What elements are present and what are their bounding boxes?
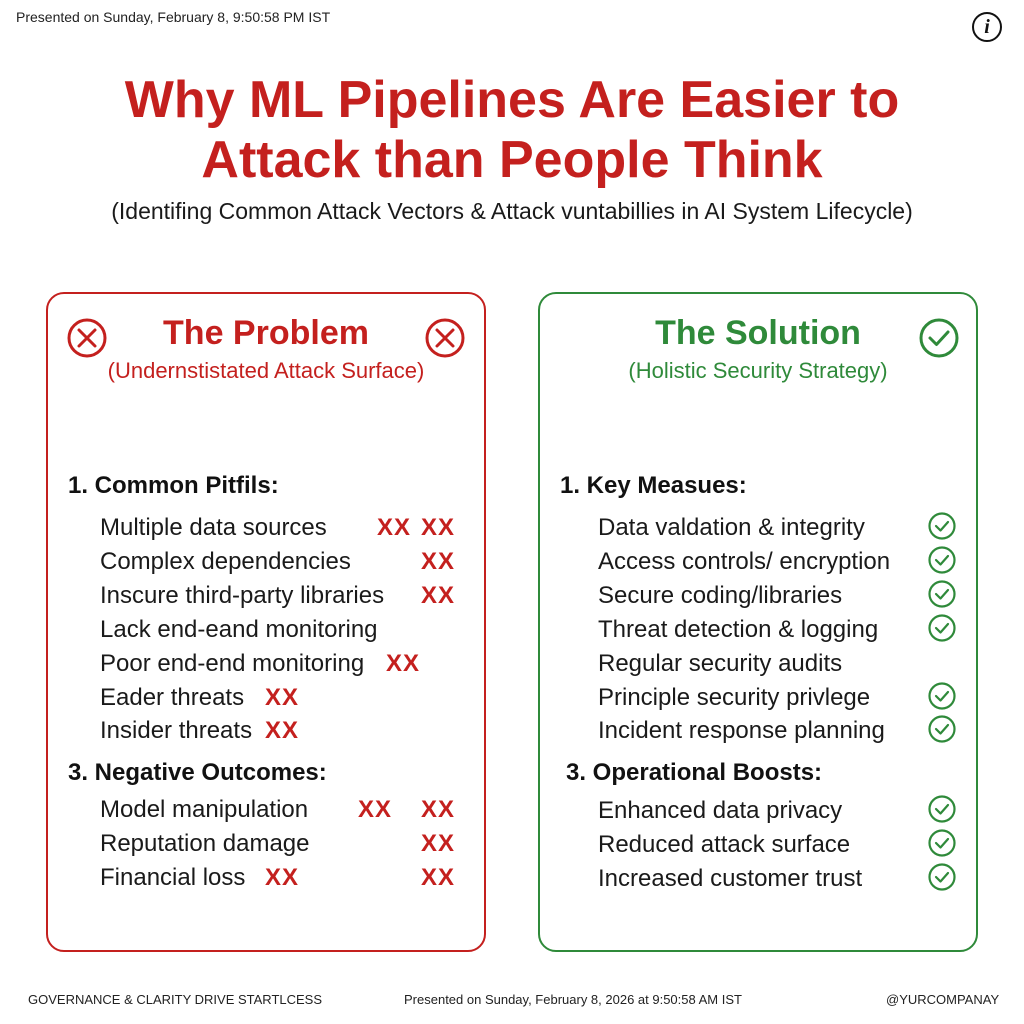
boost-item: Increased customer trust xyxy=(598,865,863,892)
xx-mark: XX xyxy=(421,514,456,541)
pitfall-item: Poor end-end monitoring xyxy=(100,650,365,677)
page-title xyxy=(0,70,1024,190)
pitfall-item: Lack end-eand monitoring xyxy=(100,616,378,643)
footer-handle: @YURCOMPANAY xyxy=(886,992,1000,1007)
info-icon[interactable]: i xyxy=(972,12,1002,42)
measure-item: Regular security audits xyxy=(598,650,843,677)
pitfall-item: Insider threats xyxy=(100,717,253,744)
footer-tagline: GOVERNANCE & CLARITY DRIVE STARTLCESS xyxy=(28,992,323,1007)
check-circle-icon xyxy=(918,317,960,359)
solution-subtitle: (Holistic Security Strategy) xyxy=(628,358,888,383)
xx-mark: XX xyxy=(421,864,456,891)
check-circle-icon xyxy=(927,828,957,858)
page-subtitle: (Identifing Common Attack Vectors & Attack vuntabillies in AI System Lifecycle) xyxy=(111,198,913,224)
measure-item: Incident response planning xyxy=(598,717,885,744)
negative-outcomes-heading: 3. Negative Outcomes: xyxy=(68,759,327,786)
footer-timestamp: Presented on Sunday, February 8, 2026 at 9:50:58 AM IST xyxy=(404,992,742,1007)
pitfall-item: Inscure third-party libraries xyxy=(100,582,385,609)
problem-subtitle: (Undernstistated Attack Surface) xyxy=(107,358,425,383)
solution-title: The Solution xyxy=(655,314,861,352)
check-circle-icon xyxy=(927,579,957,609)
xx-mark: XX xyxy=(421,548,456,575)
boost-item: Enhanced data privacy xyxy=(598,797,843,824)
measure-item: Secure coding/libraries xyxy=(598,582,843,609)
measure-item: Principle security privlege xyxy=(598,684,871,711)
title-line-1: Why ML Pipelines Are Easier to xyxy=(124,71,900,129)
xx-mark: XX xyxy=(265,717,300,744)
check-circle-icon xyxy=(927,862,957,892)
common-pitfalls-heading: 1. Common Pitfils: xyxy=(68,472,279,499)
xx-mark: XX xyxy=(377,514,412,541)
operational-boosts-heading: 3. Operational Boosts: xyxy=(566,759,823,786)
problem-title: The Problem xyxy=(163,314,369,352)
measure-item: Data valdation & integrity xyxy=(598,514,865,541)
measure-item: Access controls/ encryption xyxy=(598,548,891,575)
measure-item: Threat detection & logging xyxy=(598,616,879,643)
boost-item: Reduced attack surface xyxy=(598,831,851,858)
xx-mark: XX xyxy=(386,650,421,677)
check-circle-icon xyxy=(927,714,957,744)
pitfall-item: Multiple data sources xyxy=(100,514,327,541)
check-circle-icon xyxy=(927,511,957,541)
xx-mark: XX xyxy=(421,796,456,823)
check-circle-icon xyxy=(927,681,957,711)
presentation-timestamp: Presented on Sunday, February 8, 9:50:58 PM IST xyxy=(16,9,331,25)
check-circle-icon xyxy=(927,613,957,643)
problem-panel xyxy=(46,292,486,952)
solution-panel xyxy=(538,292,978,952)
xx-mark: XX xyxy=(265,864,300,891)
key-measures-heading: 1. Key Measues: xyxy=(560,472,747,499)
check-circle-icon xyxy=(927,794,957,824)
outcome-item: Model manipulation xyxy=(100,796,309,823)
xx-mark: XX xyxy=(358,796,393,823)
outcome-item: Reputation damage xyxy=(100,830,310,857)
check-circle-icon xyxy=(927,545,957,575)
pitfall-item: Eader threats xyxy=(100,684,245,711)
outcome-item: Financial loss xyxy=(100,864,246,891)
xx-mark: XX xyxy=(421,582,456,609)
pitfall-item: Complex dependencies xyxy=(100,548,351,575)
x-circle-icon xyxy=(424,317,466,359)
xx-mark: XX xyxy=(421,830,456,857)
xx-mark: XX xyxy=(265,684,300,711)
title-line-2: Attack than People Think xyxy=(201,131,823,189)
